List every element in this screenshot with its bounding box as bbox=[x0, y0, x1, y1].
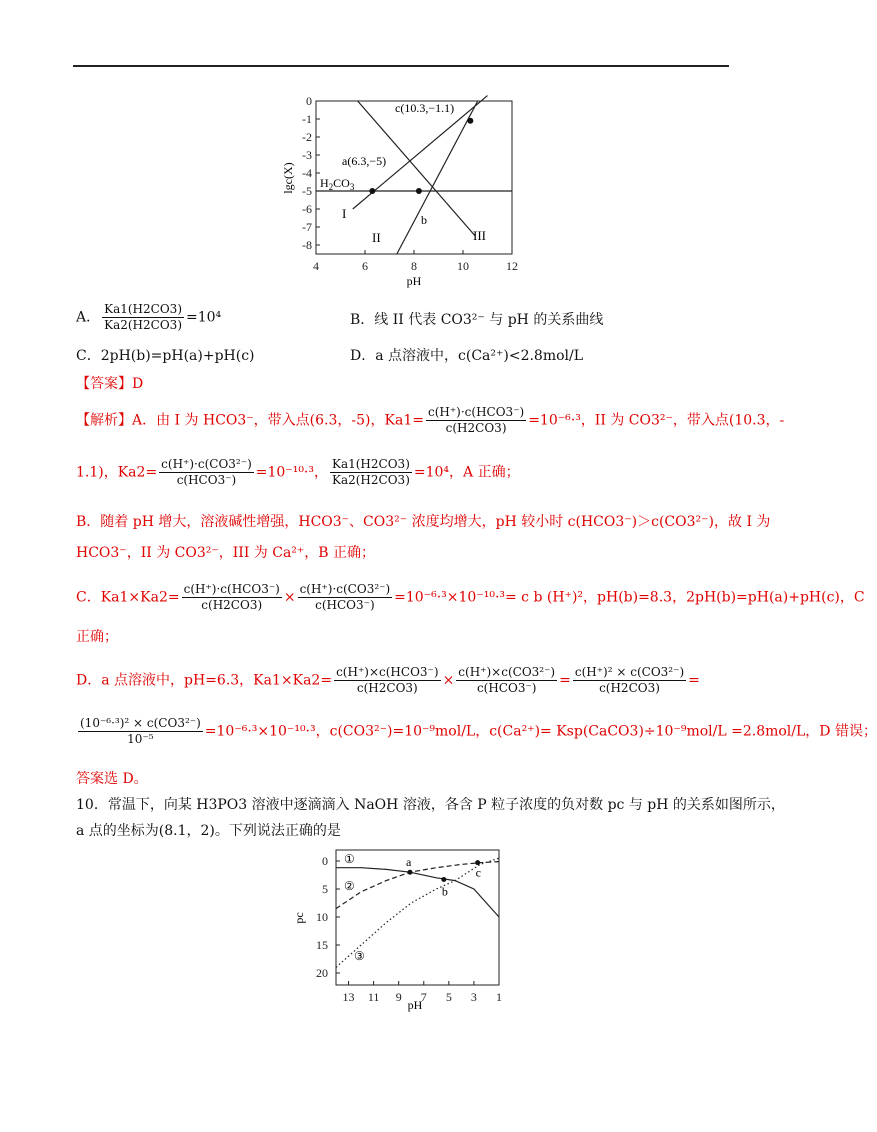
chart2-xtick-label: 11 bbox=[367, 990, 380, 1004]
chart1-point-c-label: c(10.3,−1.1) bbox=[395, 101, 455, 115]
chart2-series2-label: ② bbox=[344, 879, 355, 893]
chart1-ylabel: lgc(X) bbox=[281, 162, 295, 194]
chart1-ytick-label: -6 bbox=[302, 202, 312, 216]
option-d: D．a 点溶液中，c(Ca²⁺)<2.8mol/L bbox=[350, 348, 584, 364]
analysis-d-den2: c(HCO3⁻) bbox=[476, 681, 537, 695]
analysis-c-fraction2 bbox=[298, 582, 393, 613]
chart1-xtick-label: 4 bbox=[313, 259, 319, 273]
chart1-ytick-label: -8 bbox=[302, 238, 312, 252]
chart1-ytick-label: -5 bbox=[302, 184, 312, 198]
option-a-denominator: Ka2(H2CO3) bbox=[104, 318, 182, 332]
conclusion: 答案选 D。 bbox=[76, 771, 148, 787]
analysis-a-ka1-den: c(H2CO3) bbox=[445, 421, 507, 435]
analysis-a-line2-mid: =10⁻¹⁰·³， bbox=[255, 464, 328, 481]
analysis-d-fraction1 bbox=[334, 665, 440, 696]
analysis-d-line1: D．a 点溶液中，pH=6.3，Ka1×Ka2= $\frac{\text{c(H⁺)×c(HCO3⁻)}}{c(H2CO3)}$ × $\frac{\text{c(H⁺)×c(CO3²⁻)}}{\text{c(HCO3⁻)}}$ = $\frac{\text{c(H⁺)² × c(CO3²⁻)}}{c(H2CO3)}$ = bbox=[76, 665, 700, 695]
analysis-a-line2-pre: 1.1)，Ka2= bbox=[76, 464, 158, 481]
analysis-a-line2 bbox=[76, 457, 520, 488]
analysis-c-line1: C．Ka1×Ka2= $\frac{\text{c(H⁺)·c(HCO3⁻)}}{c(H2CO3)}$ × $\frac{\text{c(H⁺)·c(CO3²⁻)}}{\text{c(HCO3⁻)}}$ =10⁻⁶·³×10⁻¹⁰·³= c b (H⁺)²，pH(b)=8.3，2pH(b)=pH(a)+pH(c)，C bbox=[76, 582, 865, 612]
option-a-fraction bbox=[102, 302, 184, 333]
chart1-label-I: I bbox=[342, 206, 347, 221]
option-a-prefix: A． bbox=[76, 309, 101, 326]
chart1-point-b-label: b bbox=[421, 213, 427, 227]
analysis-b-line1: B．随着 pH 增大，溶液碱性增强，HCO3⁻、CO3²⁻ 浓度均增大，pH 较小时 c(HCO3⁻)＞c(CO3²⁻)，故 I 为 bbox=[76, 514, 771, 530]
analysis-a-line1 bbox=[76, 405, 784, 436]
option-c: C．2pH(b)=pH(a)+pH(c) bbox=[76, 348, 255, 364]
analysis-c-den1: c(H2CO3) bbox=[201, 598, 263, 612]
chart2-point-label-a: a bbox=[405, 855, 412, 870]
analysis-a-ka2-den: c(HCO3⁻) bbox=[176, 473, 237, 487]
chart1-point-a-label: a(6.3,−5) bbox=[342, 154, 387, 168]
chart1-line-2 bbox=[397, 101, 478, 254]
chart2-ytick-label: 20 bbox=[316, 966, 328, 980]
chart-lgc-vs-ph bbox=[270, 90, 540, 290]
analysis-c-post: =10⁻⁶·³×10⁻¹⁰·³= c b (H⁺)²，pH(b)=8.3，2pH(b)=pH(a)+pH(c)，C bbox=[394, 589, 865, 606]
chart2-ytick-label: 15 bbox=[316, 938, 328, 952]
analysis-a-ka1-fraction bbox=[426, 405, 526, 436]
chart2-xlabel: pH bbox=[407, 998, 423, 1012]
chart2-ytick-label: 10 bbox=[316, 910, 328, 924]
analysis-c-den2: c(HCO3⁻) bbox=[315, 598, 375, 612]
chart2-xtick-label: 1 bbox=[496, 990, 502, 1004]
option-b: B．线 II 代表 CO3²⁻ 与 pH 的关系曲线 bbox=[350, 312, 604, 328]
chart2-line-1 bbox=[336, 865, 499, 917]
chart1-ytick-label: 0 bbox=[306, 94, 312, 108]
chart2-ytick-label: 0 bbox=[322, 854, 328, 868]
chart1-point-1 bbox=[369, 188, 375, 194]
analysis-a-line1-post: =10⁻⁶·³，II 为 CO3²⁻，带入点(10.3，- bbox=[528, 412, 785, 429]
analysis-c-pre: C．Ka1×Ka2= bbox=[76, 589, 180, 606]
chart2-point-b bbox=[441, 877, 446, 882]
analysis-d-line2-post: =10⁻⁶·³×10⁻¹⁰·³，c(CO3²⁻)=10⁻⁹mol/L，c(Ca²⁺)= Ksp(CaCO3)÷10⁻⁹mol/L =2.8mol/L，D 错误； bbox=[204, 723, 877, 740]
analysis-a-ratio-den: Ka2(H2CO3) bbox=[332, 473, 410, 487]
chart2-ytick-label: 5 bbox=[322, 882, 328, 896]
chart-pc-vs-ph bbox=[290, 845, 520, 1015]
option-a-suffix: =10⁴ bbox=[186, 309, 222, 326]
chart2-series3-label: ③ bbox=[354, 949, 365, 963]
analysis-b-line2: HCO3⁻，II 为 CO3²⁻，III 为 Ca²⁺，B 正确； bbox=[76, 545, 376, 561]
analysis-a-ka1-num: c(H⁺)·c(HCO3⁻) bbox=[427, 405, 525, 419]
chart2-xtick-label: 3 bbox=[470, 990, 477, 1004]
chart2-xtick-label: 7 bbox=[420, 990, 427, 1004]
chart2-xtick-label: 5 bbox=[445, 990, 452, 1004]
analysis-d-line2-den: 10⁻⁵ bbox=[127, 732, 154, 746]
chart2-point-label-c: c bbox=[475, 865, 482, 880]
analysis-d-line2 bbox=[76, 716, 877, 747]
chart1-label-II: II bbox=[372, 230, 381, 245]
analysis-d-num1: c(H⁺)×c(HCO3⁻) bbox=[336, 665, 439, 679]
header-rule bbox=[73, 65, 729, 67]
analysis-d-num3: c(H⁺)² × c(CO3²⁻) bbox=[574, 665, 685, 679]
chart2-xtick-label: 13 bbox=[342, 990, 355, 1004]
analysis-a-ratio-num: Ka1(H2CO3) bbox=[332, 457, 410, 471]
analysis-d-num2: c(H⁺)×c(CO3²⁻) bbox=[458, 665, 556, 679]
analysis-c-num2: c(H⁺)·c(CO3²⁻) bbox=[299, 582, 391, 596]
analysis-d-den3: c(H2CO3) bbox=[599, 681, 660, 695]
chart2-series1-label: ① bbox=[344, 852, 355, 866]
chart1-xlabel: pH bbox=[406, 274, 422, 288]
analysis-d-den1: c(H2CO3) bbox=[356, 681, 418, 695]
analysis-c-num1: c(H⁺)·c(HCO3⁻) bbox=[183, 582, 280, 596]
chart2-point-a bbox=[407, 870, 412, 875]
analysis-a-line1-pre: 【解析】A．由 I 为 HCO3⁻，带入点(6.3，-5)，Ka1= bbox=[76, 412, 424, 429]
chart1-xtick-label: 10 bbox=[457, 259, 469, 273]
chart1-ytick-label: -4 bbox=[302, 166, 312, 180]
q10-line2: a 点的坐标为(8.1，2)。下列说法正确的是 bbox=[76, 823, 341, 839]
chart1-label-h2co3: $H_2CO_3$ bbox=[320, 176, 355, 192]
analysis-a-ka2-num: c(H⁺)·c(CO3²⁻) bbox=[161, 457, 252, 471]
chart2-frame bbox=[336, 850, 499, 985]
analysis-d-eq-end: = bbox=[688, 672, 700, 689]
option-a-numerator: Ka1(H2CO3) bbox=[104, 302, 182, 316]
chart2-line-2 bbox=[336, 862, 499, 909]
chart1-xtick-label: 8 bbox=[411, 259, 417, 273]
answer: 【答案】D bbox=[76, 376, 144, 392]
chart2-point-label-b: b bbox=[441, 884, 448, 899]
chart2-point-c bbox=[475, 860, 480, 865]
analysis-a-ka2-fraction bbox=[159, 457, 254, 488]
analysis-d-line2-fraction bbox=[78, 716, 203, 747]
chart1-point-3 bbox=[467, 118, 473, 124]
chart1-ytick-label: -3 bbox=[302, 148, 312, 162]
option-a bbox=[76, 302, 221, 333]
analysis-c-fraction1 bbox=[182, 582, 282, 613]
analysis-a-line2-post: =10⁴，A 正确； bbox=[413, 464, 520, 481]
analysis-c-line2: 正确； bbox=[76, 629, 118, 645]
analysis-d-pre: D．a 点溶液中，pH=6.3，Ka1×Ka2= bbox=[76, 672, 333, 689]
chart1-xtick-label: 6 bbox=[362, 259, 368, 273]
analysis-d-fraction2 bbox=[456, 665, 557, 696]
chart1-ytick-label: -2 bbox=[302, 130, 312, 144]
chart2-ylabel: pc bbox=[292, 912, 306, 924]
q10-line1: 10．常温下，向某 H3PO3 溶液中逐滴滴入 NaOH 溶液，各含 P 粒子浓度的负对数 pc 与 pH 的关系如图所示， bbox=[76, 797, 785, 813]
analysis-d-line2-num: (10⁻⁶·³)² × c(CO3²⁻) bbox=[80, 716, 201, 730]
analysis-d-fraction3 bbox=[573, 665, 686, 696]
chart1-ytick-label: -7 bbox=[302, 220, 312, 234]
analysis-a-ratio-fraction bbox=[330, 457, 412, 488]
chart1-label-III: III bbox=[473, 228, 486, 243]
chart1-point-2 bbox=[416, 188, 422, 194]
chart2-xtick-label: 9 bbox=[395, 990, 402, 1004]
chart1-xtick-label: 12 bbox=[506, 259, 518, 273]
chart1-ytick-label: -1 bbox=[302, 112, 312, 126]
